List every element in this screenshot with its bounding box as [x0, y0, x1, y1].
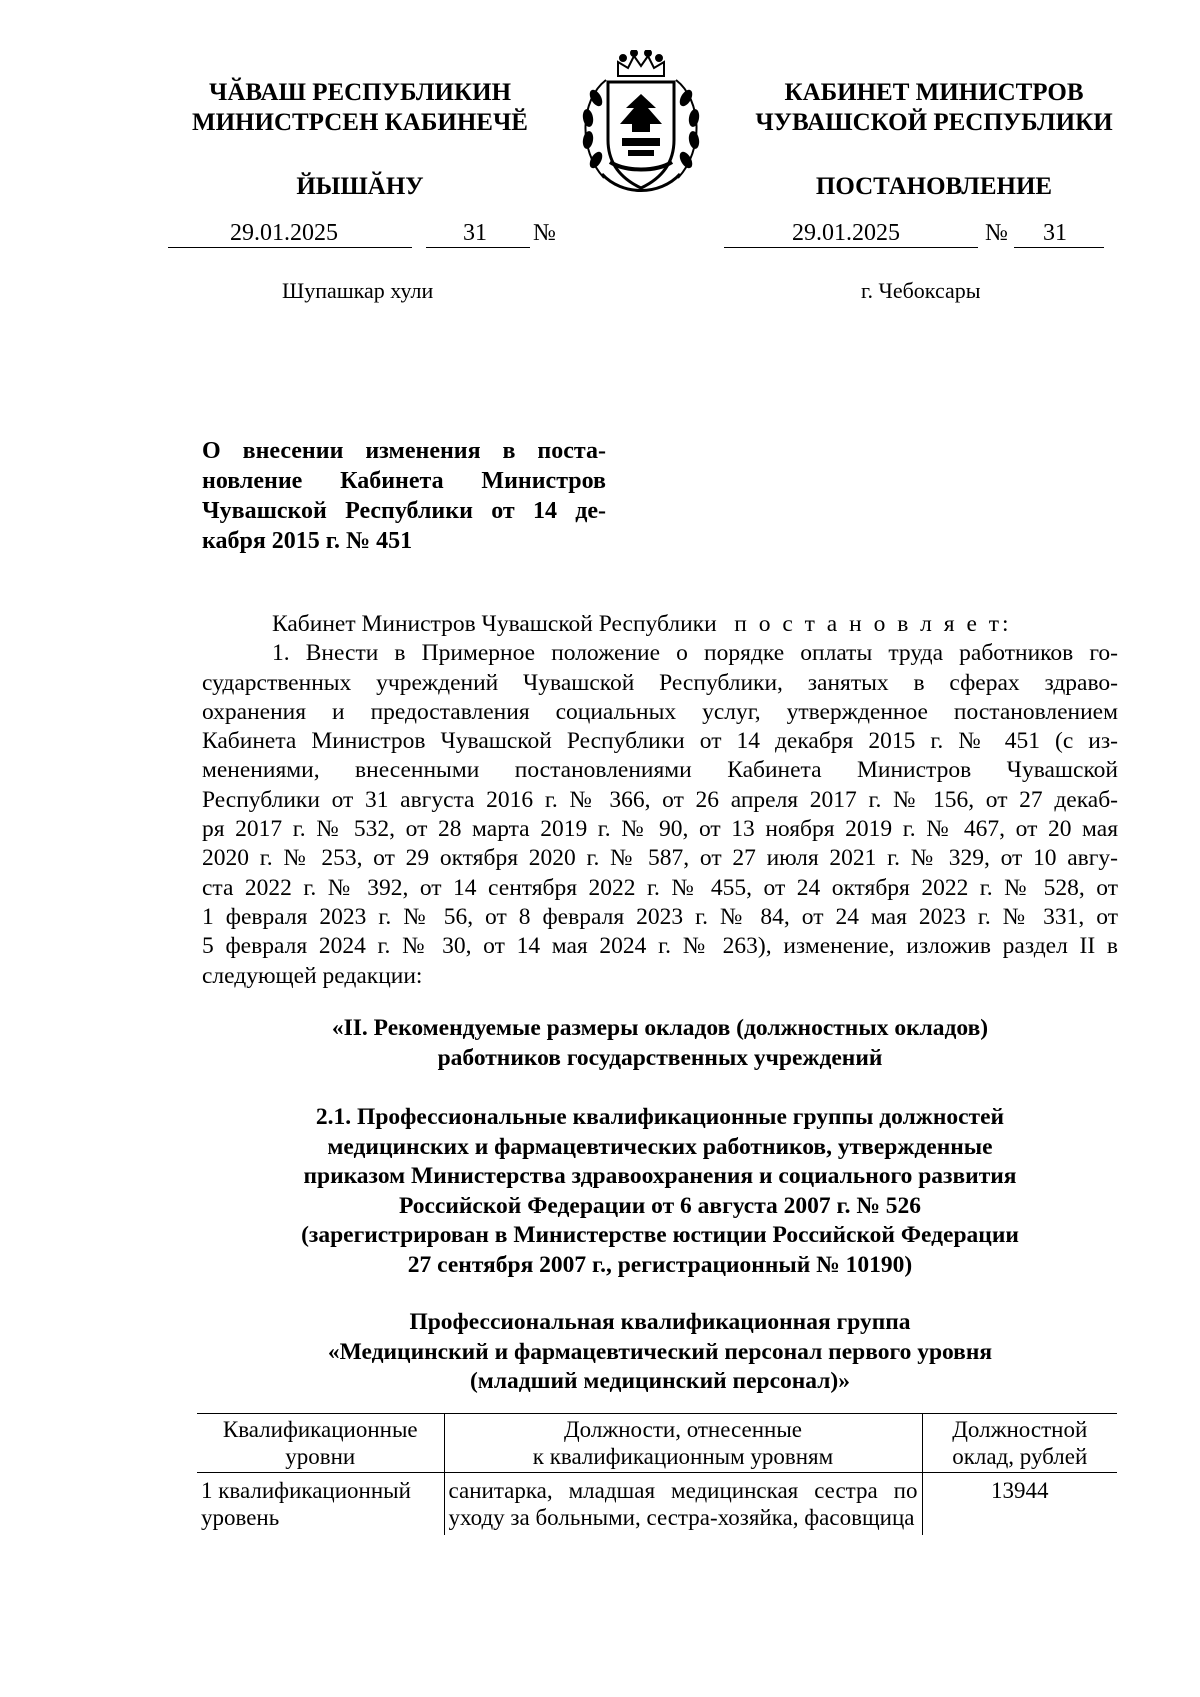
cell-positions: санитарка, младшая медицинская сестра по уходу за больными, сестра-хозяйка, фасовщица	[444, 1473, 922, 1536]
group-title-line: «Медицинский и фармацевтический персонал первого уровня	[327, 1338, 993, 1365]
header-right-line1: КАБИНЕТ МИНИСТРОВ	[784, 79, 1084, 106]
paragraph-line: менениями, внесенными постановлениями Кабинета Министров Чувашской	[202, 757, 1118, 784]
document-body	[202, 610, 1118, 991]
header-right-line2: ЧУВАШСКОЙ РЕСПУБЛИКИ	[755, 109, 1113, 136]
document-subject	[202, 436, 606, 556]
left-date-line	[168, 247, 412, 248]
header-left-line1: ЧӐВАШ РЕСПУБЛИКИН	[208, 79, 512, 106]
cell-level: 1 квалификационный уровень	[201, 1478, 411, 1530]
paragraph-line: Республики от 31 августа 2016 г. № 366, от 26 апреля 2017 г. № 156, от 27 декаб-	[202, 786, 1118, 813]
header-left-line2: МИНИСТРСЕН КАБИНЕЧӖ	[192, 109, 528, 136]
paragraph-line: ря 2017 г. № 532, от 28 марта 2019 г. № 90, от 13 ноября 2019 г. № 467, от 20 мая	[202, 816, 1118, 843]
column-header-positions: Должности, отнесенные к квалификационным уровням	[444, 1414, 922, 1473]
paragraph-line: 1. Внести в Примерное положение о порядке оплаты труда работников го-	[272, 640, 1118, 667]
paragraph-line: охранения и предоставления социальных услуг, утвержденное постановлением	[202, 698, 1118, 725]
preamble-text: Кабинет Министров Чувашской Республики	[272, 611, 717, 637]
table-row	[197, 1473, 1117, 1536]
paragraph-line: 2020 г. № 253, от 29 октября 2020 г. № 587, от 27 июля 2021 г. № 329, от 10 авгу-	[202, 845, 1118, 872]
right-number-sign: №	[985, 220, 1008, 246]
header-right-doc-type: ПОСТАНОВЛЕНИЕ	[815, 173, 1053, 200]
section-title-line: работников государственных учреждений	[437, 1044, 883, 1071]
place-right: г. Чебоксары	[861, 278, 981, 303]
column-header-salary: Должностной оклад, рублей	[922, 1414, 1117, 1473]
subsection-title-line: медицинских и фармацевтических работников, утвержденные	[327, 1133, 993, 1160]
subject-line: О внесении изменения в поста-	[202, 438, 606, 464]
cell-salary: 13944	[922, 1473, 1117, 1536]
header-left-doc-type: ЙЫШӐНУ	[296, 173, 424, 200]
subsection-title-line: приказом Министерства здравоохранения и социального развития	[303, 1163, 1017, 1189]
paragraph-line: 5 февраля 2024 г. № 30, от 14 мая 2024 г. № 263), изменение, изложив раздел II в	[202, 933, 1118, 960]
subsection-title-line: (зарегистрирован в Министерстве юстиции Российской Федерации	[301, 1222, 1019, 1248]
subsection-title-line: 2.1. Профессиональные квалификационные группы должностей	[315, 1104, 1005, 1130]
left-date: 29.01.2025	[230, 220, 338, 246]
header-right	[724, 78, 1144, 202]
section-title-line: «II. Рекомендуемые размеры окладов (должностных окладов)	[331, 1015, 989, 1041]
left-number-line	[426, 247, 530, 248]
left-number: 31	[463, 220, 487, 246]
subsection-title	[202, 1103, 1118, 1280]
salary-table	[197, 1413, 1117, 1535]
table-header-row	[197, 1414, 1117, 1473]
preamble-verb: п о с т а н о в л я е т:	[734, 611, 1012, 637]
column-header-levels: Квалификационные уровни	[197, 1414, 444, 1473]
subject-line: Чувашской Республики от 14 де-	[202, 498, 606, 524]
coat-of-arms-icon	[566, 50, 716, 198]
right-date-line	[724, 247, 978, 248]
right-date: 29.01.2025	[792, 220, 900, 246]
paragraph-line: следующей редакции:	[202, 962, 423, 989]
subsection-title-line: Российской Федерации от 6 августа 2007 г. № 526	[398, 1192, 922, 1219]
right-number-line	[1014, 247, 1104, 248]
left-number-sign: №	[533, 220, 556, 246]
group-title	[202, 1308, 1118, 1397]
group-title-line: Профессиональная квалификационная группа	[409, 1309, 911, 1335]
preamble	[202, 610, 1118, 639]
subsection-title-line: 27 сентября 2007 г., регистрационный № 10190)	[407, 1251, 913, 1278]
paragraph-line: сударственных учреждений Чувашской Республики, занятых в сферах здраво-	[202, 669, 1118, 696]
section-title	[202, 1014, 1118, 1073]
header-left	[140, 78, 580, 202]
subject-line: новление Кабинета Министров	[202, 468, 606, 494]
right-number: 31	[1043, 220, 1067, 246]
paragraph-line: 1 февраля 2023 г. № 56, от 8 февраля 2023 г. № 84, от 24 мая 2023 г. № 331, от	[202, 903, 1118, 930]
paragraph-line: Кабинета Министров Чувашской Республики от 14 декабря 2015 г. № 451 (с из-	[202, 728, 1118, 755]
subject-line: кабря 2015 г. № 451	[202, 528, 413, 554]
paragraph-line: ста 2022 г. № 392, от 14 сентября 2022 г. № 455, от 24 октября 2022 г. № 528, от	[202, 874, 1118, 901]
group-title-line: (младший медицинский персонал)»	[469, 1368, 851, 1394]
place-left: Шупашкар хули	[282, 278, 434, 303]
